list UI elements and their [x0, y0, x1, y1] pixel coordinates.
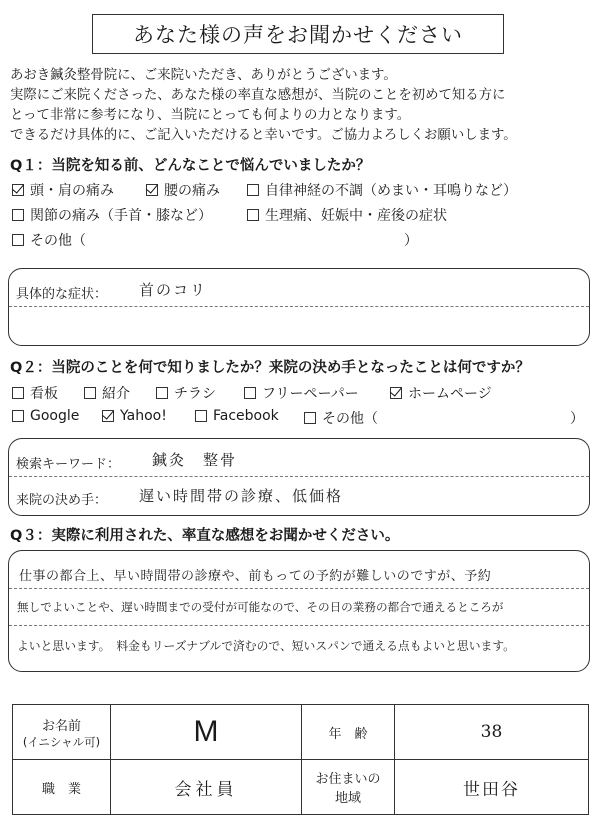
- q2-option-homepage[interactable]: [390, 383, 492, 403]
- q1-option-joint[interactable]: [12, 205, 212, 225]
- age-label: 年 齢: [302, 705, 395, 760]
- impression-line: よいと思います。 料金もリーズナブルで済むので、短いスパンで通える点もよいと思います。: [17, 639, 515, 653]
- q1-options: [12, 180, 592, 250]
- form-title-text: あなた様の声をお聞かせください: [133, 23, 463, 47]
- q2-option-facebook[interactable]: [195, 408, 279, 424]
- keyword-value[interactable]: 鍼灸 整骨: [152, 451, 238, 469]
- option-label: フリーペーパー: [262, 386, 359, 402]
- job-value[interactable]: 会社員: [111, 760, 302, 815]
- divider: [9, 306, 589, 307]
- option-label: 看板: [30, 386, 58, 402]
- option-label: 腰の痛み: [164, 183, 220, 199]
- impression-line: 仕事の都合上、早い時間帯の診療や、前もっての予約が難しいのですが、予約: [19, 569, 492, 584]
- checkbox-checked[interactable]: [146, 184, 158, 196]
- reason-value[interactable]: 遅い時間帯の診療、低価格: [139, 487, 344, 505]
- symptom-box: [8, 268, 590, 346]
- job-label: 職 業: [13, 760, 111, 815]
- symptom-label: 具体的な症状：: [16, 287, 108, 302]
- option-label: 頭・肩の痛み: [30, 183, 114, 199]
- q1-option-menstrual[interactable]: [247, 205, 447, 225]
- symptom-value[interactable]: 首のコリ: [139, 281, 208, 299]
- option-label: Yahoo!: [120, 408, 167, 424]
- q2-heading: Q２：当院のことを何で知りましたか？来院の決め手となったことは何ですか？: [10, 360, 530, 376]
- reason-label: 来院の決め手：: [16, 493, 108, 508]
- q1-heading: Q１：当院を知る前、どんなことで悩んでいましたか？: [10, 158, 371, 174]
- address-label: お住まいの: [315, 772, 381, 787]
- intro-line: あおき鍼灸整骨院に、ご来院いただき、ありがとうございます。: [10, 68, 397, 83]
- option-label: チラシ: [174, 386, 216, 402]
- checkbox-checked[interactable]: [102, 410, 114, 422]
- option-label: Facebook: [213, 408, 279, 424]
- intro-line: できるだけ具体的に、ご記入いただけると幸いです。ご協力よろしくお願いします。: [10, 128, 517, 143]
- checkbox-checked[interactable]: [390, 387, 402, 399]
- name-sublabel: (イニシャル可): [22, 734, 101, 749]
- q2-options: [12, 383, 596, 431]
- q1-other-close: ）: [404, 233, 418, 249]
- divider: [9, 625, 589, 626]
- option-label: 紹介: [102, 386, 130, 402]
- option-label: 生理痛、妊娠中・産後の症状: [265, 208, 447, 224]
- keyword-label: 検索キーワード：: [16, 457, 121, 472]
- name-label: お名前: [41, 718, 81, 734]
- keyword-reason-box: [8, 438, 590, 516]
- q2-option-yahoo[interactable]: [102, 408, 167, 424]
- option-label: その他（: [322, 411, 378, 427]
- q1-option-head-shoulder[interactable]: [12, 180, 114, 200]
- checkbox[interactable]: [304, 412, 316, 424]
- q2-option-signboard[interactable]: [12, 383, 58, 403]
- respondent-info-table: [12, 704, 589, 815]
- intro-line: とって非常に参考になり、当院にとっても何よりの力となります。: [10, 108, 411, 123]
- address-label: 地域: [334, 791, 361, 806]
- checkbox[interactable]: [12, 234, 24, 246]
- age-value[interactable]: 38: [395, 705, 589, 760]
- q2-option-free-paper[interactable]: [244, 383, 359, 403]
- checkbox[interactable]: [12, 209, 24, 221]
- option-label: ホームページ: [408, 386, 492, 402]
- address-value[interactable]: 世田谷: [395, 760, 589, 815]
- option-label: 関節の痛み（手首・膝など）: [30, 208, 212, 224]
- checkbox[interactable]: [156, 387, 168, 399]
- q3-heading: Q３：実際に利用された、率直な感想をお聞かせください。: [10, 528, 400, 544]
- checkbox[interactable]: [84, 387, 96, 399]
- divider: [9, 588, 589, 589]
- intro-line: 実際にご来院くださった、あなた様の率直な感想が、当院のことを初めて知る方に: [10, 88, 506, 103]
- impression-box: [8, 550, 590, 672]
- option-label: 自律神経の不調（めまい・耳鳴りなど）: [265, 183, 517, 199]
- checkbox[interactable]: [195, 410, 207, 422]
- divider: [9, 476, 589, 477]
- q2-option-other[interactable]: [304, 408, 378, 428]
- name-label-cell: [13, 705, 111, 760]
- checkbox[interactable]: [247, 184, 259, 196]
- q1-option-other[interactable]: [12, 230, 86, 250]
- option-label: その他（: [30, 233, 86, 249]
- name-value[interactable]: M: [111, 705, 302, 760]
- q2-option-referral[interactable]: [84, 383, 130, 403]
- checkbox[interactable]: [247, 209, 259, 221]
- intro-text: [10, 66, 595, 146]
- checkbox[interactable]: [244, 387, 256, 399]
- checkbox[interactable]: [12, 387, 24, 399]
- checkbox-checked[interactable]: [12, 184, 24, 196]
- impression-line: 無しでよいことや、遅い時間までの受付が可能なので、その日の業務の都合で通えるところが: [17, 600, 504, 614]
- form-title: [92, 14, 504, 54]
- q2-other-close: ）: [570, 411, 584, 427]
- checkbox[interactable]: [12, 410, 24, 422]
- q1-option-autonomic[interactable]: [247, 180, 517, 200]
- q2-option-flyer[interactable]: [156, 383, 216, 403]
- address-label-cell: [302, 760, 395, 815]
- q1-option-lower-back[interactable]: [146, 180, 220, 200]
- option-label: Google: [30, 408, 80, 424]
- q2-option-google[interactable]: [12, 408, 79, 424]
